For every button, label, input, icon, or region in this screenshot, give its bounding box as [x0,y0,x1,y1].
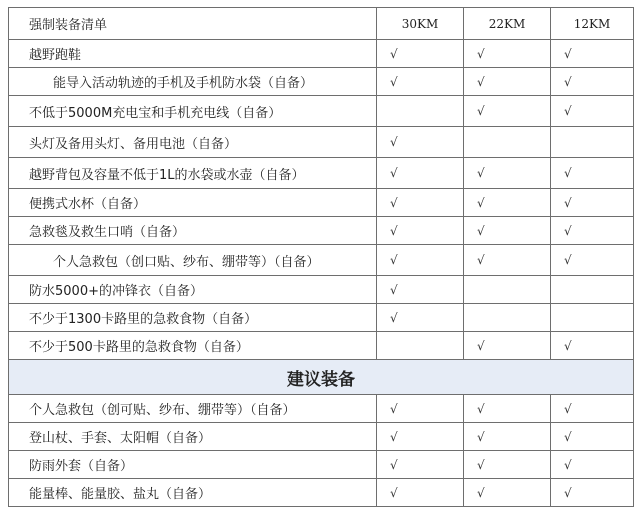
item-label: 能导入活动轨迹的手机及手机防水袋（自备） [9,68,377,96]
item-label: 越野跑鞋 [9,40,377,68]
section-header-row [9,360,634,395]
check-mark-30km: √ [377,158,464,189]
check-mark-22km: √ [464,479,551,507]
item-label: 头灯及备用头灯、备用电池（自备） [9,127,377,158]
item-label: 不低于5000M充电宝和手机充电线（自备） [9,96,377,127]
mandatory-item-row [9,217,634,245]
check-mark-12km: √ [551,68,634,96]
check-mark-30km: √ [377,276,464,304]
check-mark-22km: √ [464,245,551,276]
check-mark-12km: √ [551,332,634,360]
empty-cell-12km [551,304,634,332]
item-label: 防水5000+的冲锋衣（自备） [9,276,377,304]
check-mark-22km: √ [464,189,551,217]
check-mark-12km: √ [551,40,634,68]
check-mark-30km: √ [377,479,464,507]
equipment-table-body [9,8,634,507]
check-mark-12km: √ [551,479,634,507]
check-mark-22km: √ [464,68,551,96]
check-mark-22km: √ [464,40,551,68]
check-mark-30km: √ [377,245,464,276]
empty-cell-30km [377,96,464,127]
check-mark-22km: √ [464,451,551,479]
mandatory-item-row [9,304,634,332]
recommended-item-row [9,479,634,507]
check-mark-12km: √ [551,158,634,189]
mandatory-item-row [9,127,634,158]
mandatory-item-row [9,332,634,360]
mandatory-item-row [9,189,634,217]
check-mark-30km: √ [377,451,464,479]
item-label: 越野背包及容量不低于1L的水袋或水壶（自备） [9,158,377,189]
item-label: 个人急救包（创口贴、纱布、绷带等）（自备） [9,245,377,276]
check-mark-30km: √ [377,189,464,217]
column-header-22km: 22KM [464,8,551,40]
recommended-item-row [9,395,634,423]
item-label: 不少于500卡路里的急救食物（自备） [9,332,377,360]
empty-cell-22km [464,276,551,304]
item-label: 急救毯及救生口哨（自备） [9,217,377,245]
item-label: 不少于1300卡路里的急救食物（自备） [9,304,377,332]
check-mark-22km: √ [464,158,551,189]
header-row [9,8,634,40]
table-title: 强制装备清单 [9,8,377,40]
check-mark-22km: √ [464,217,551,245]
check-mark-22km: √ [464,423,551,451]
item-label: 防雨外套（自备） [9,451,377,479]
empty-cell-12km [551,127,634,158]
column-header-30km: 30KM [377,8,464,40]
check-mark-30km: √ [377,127,464,158]
item-label: 个人急救包（创可贴、纱布、绷带等）（自备） [9,395,377,423]
empty-cell-30km [377,332,464,360]
check-mark-12km: √ [551,96,634,127]
empty-cell-12km [551,276,634,304]
check-mark-30km: √ [377,304,464,332]
equipment-table [8,7,634,507]
check-mark-22km: √ [464,96,551,127]
item-label: 便携式水杯（自备） [9,189,377,217]
empty-cell-22km [464,304,551,332]
check-mark-22km: √ [464,395,551,423]
check-mark-30km: √ [377,423,464,451]
mandatory-item-row [9,276,634,304]
mandatory-item-row [9,158,634,189]
empty-cell-22km [464,127,551,158]
check-mark-12km: √ [551,245,634,276]
recommended-item-row [9,423,634,451]
check-mark-22km: √ [464,332,551,360]
check-mark-30km: √ [377,68,464,96]
check-mark-12km: √ [551,189,634,217]
mandatory-item-row [9,40,634,68]
check-mark-12km: √ [551,395,634,423]
mandatory-item-row [9,96,634,127]
column-header-12km: 12KM [551,8,634,40]
recommended-item-row [9,451,634,479]
check-mark-12km: √ [551,217,634,245]
check-mark-12km: √ [551,451,634,479]
check-mark-30km: √ [377,395,464,423]
check-mark-30km: √ [377,217,464,245]
check-mark-12km: √ [551,423,634,451]
check-mark-30km: √ [377,40,464,68]
section-title: 建议装备 [9,360,634,395]
item-label: 登山杖、手套、太阳帽（自备） [9,423,377,451]
item-label: 能量棒、能量胶、盐丸（自备） [9,479,377,507]
mandatory-item-row [9,245,634,276]
mandatory-item-row [9,68,634,96]
